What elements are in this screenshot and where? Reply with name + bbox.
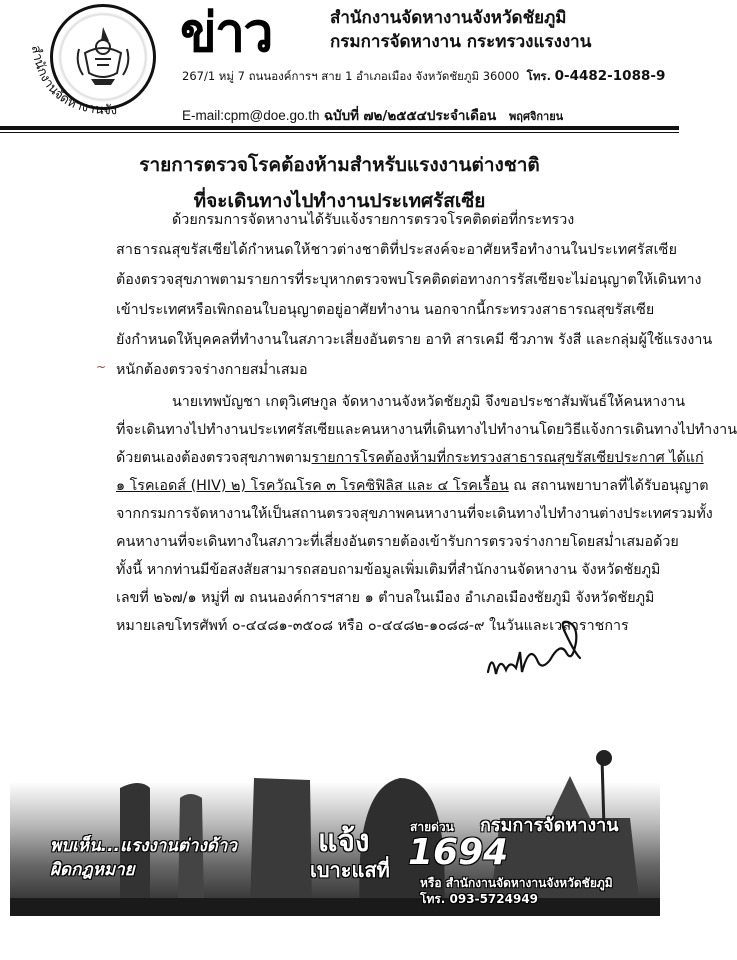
body-line: หนักต้องตรวจร่างกายสม่ำเสมอ <box>116 362 308 378</box>
issue-label: ฉบับที่ <box>323 108 360 124</box>
issue-number: ๗๒/๒๕๕๔ <box>363 108 427 124</box>
body-line <box>116 448 704 468</box>
body-line: หมายเลขโทรศัพท์ ๐-๔๔๘๑-๓๕๐๘ หรือ ๐-๔๔๘๒-๑๐๘๘-๙ ในวันและเวลาราชการ <box>116 618 629 634</box>
notify-text: แจ้ง <box>318 824 370 859</box>
body-text: ด้วยตนเองต้องตรวจสุขภาพตาม <box>116 450 312 466</box>
department-name: กรมการจัดหางาน กระทรวงแรงงาน <box>330 32 592 52</box>
announcement-title-line1: รายการตรวจโรคต้องห้ามสำหรับแรงงานต่างชาติ <box>139 154 540 176</box>
body-line: คนหางานที่จะเดินทางในสภาวะที่เสี่ยงอันตรายต้องเข้ารับการตรวจร่างกายโดยสม่ำเสมอด้วย <box>116 534 679 550</box>
body-line: เลขที่ ๒๖๗/๑ หมู่ที่ ๗ ถนนองค์การฯสาย ๑ ตำบลในเมือง อำเภอเมืองชัยภูมิ จังหวัดชัยภูมิ <box>116 590 655 606</box>
month-value: พฤศจิกายน <box>509 110 564 123</box>
hotline-department: กรมการจัดหางาน <box>480 815 619 836</box>
alt-office: หรือ สำนักงานจัดหางานจังหวัดชัยภูมิ <box>420 876 613 890</box>
hotline-label: สายด่วน <box>410 820 454 834</box>
body-text: ณ สถานพยาบาลที่ได้รับอนุญาต <box>508 478 709 494</box>
email-address: E-mail:cpm@doe.go.th <box>182 108 320 123</box>
address-text: 267/1 หมู่ 7 ถนนองค์การฯ สาย 1 อำเภอเมือง จังหวัดชัยภูมิ 36000 <box>182 69 520 83</box>
body-line: เข้าประเทศหรือเพิกถอนใบอนุญาตอยู่อาศัยทำงาน นอกจากนี้กระทรวงสาธารณสุขรัสเซีย <box>116 302 655 318</box>
body-line: ที่จะเดินทางไปทำงานประเทศรัสเซียและคนหางานที่เดินทางไปทำงานโดยวิธีแจ้งการเดินทางไปทำงาน <box>116 422 737 438</box>
body-line: นายเทพบัญชา เกตุวิเศษกูล จัดหางานจังหวัดชัยภูมิ จึงขอประชาสัมพันธ์ให้คนหางาน <box>172 394 686 410</box>
hotline-banner <box>10 748 660 916</box>
handwritten-signature <box>480 612 590 692</box>
office-address <box>182 68 665 86</box>
slogan-line1: พบเห็น...แรงงานต่างด้าว <box>50 836 237 856</box>
header-divider-thin <box>0 132 679 133</box>
body-line: ด้วยกรมการจัดหางานได้รับแจ้งรายการตรวจโรคติดต่อที่กระทรวง <box>172 212 575 228</box>
body-line: สาธารณสุขรัสเซียได้กำหนดให้ชาวต่างชาติที่ประสงค์จะอาศัยหรือทำงานในประเทศรัสเซีย <box>116 242 678 258</box>
body-line: จากกรมการจัดหางานให้เป็นสถานตรวจสุขภาพคนหางานที่จะเดินทางไปทำงานต่างประเทศรวมทั้ง <box>116 506 713 522</box>
tipoff-text: เบาะแสที่ <box>310 858 390 882</box>
body-line: ต้องตรวจสุขภาพตามรายการที่ระบุหากตรวจพบโรคติดต่อทางการรัสเซียจะไม่อนุญาตให้เดินทาง <box>116 272 702 288</box>
body-line: ทั้งนี้ หากท่านมีข้อสงสัยสามารถสอบถามข้อมูลเพิ่มเติมที่สำนักงานจัดหางาน จังหวัดชัยภูมิ <box>116 562 661 578</box>
slogan-line2: ผิดกฎหมาย <box>50 860 135 880</box>
body-line <box>116 476 709 496</box>
announcement-title-line2: ที่จะเดินทางไปทำงานประเทศรัสเซีย <box>193 190 486 212</box>
news-masthead: ข่าว <box>180 0 272 64</box>
tel-label: โทร. <box>526 69 551 83</box>
office-name: สำนักงานจัดหางานจังหวัดชัยภูมิ <box>330 8 567 28</box>
hotline-number: 1694 <box>408 832 509 873</box>
tel-number: 0-4482-1088-9 <box>554 68 666 84</box>
issue-line <box>182 104 563 126</box>
header-divider <box>0 126 679 130</box>
seal-arc-label: สำนักงานจัดหางานจัง <box>27 44 118 119</box>
month-label: ประจำเดือน <box>426 108 497 124</box>
alt-phone: โทร. 093-5724949 <box>420 892 539 906</box>
disease-list-heading: รายการโรคต้องห้ามที่กระทรวงสาธารณสุขรัสเซียประกาศ ได้แก่ <box>311 450 704 466</box>
body-line: ยังกำหนดให้บุคคลที่ทำงานในสภาวะเสี่ยงอันตราย อาทิ สารเคมี ชีวภาพ รังสี และกลุ่มผู้ใช้แรงงาน <box>116 332 713 348</box>
pen-mark: ~ <box>96 360 107 374</box>
svg-text:สำนักงานจัดหางานจังหวัดชัยภูมิ <box>20 38 117 118</box>
disease-list: ๑ โรคเอดส์ (HIV) ๒) โรควัณโรค ๓ โรคซิฟิลิส และ ๔ โรคเรื้อน <box>116 478 509 494</box>
